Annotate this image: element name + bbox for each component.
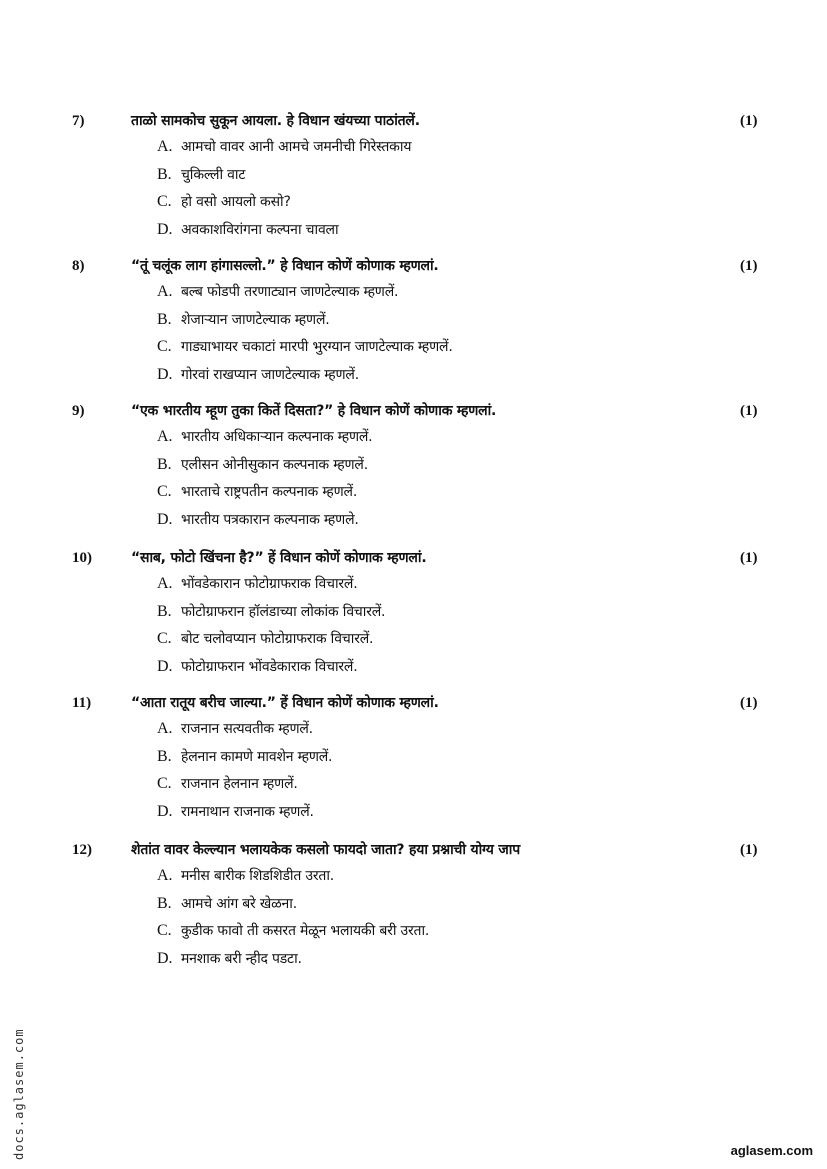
- option-c: [157, 627, 717, 655]
- option-text: बल्ब फोडपी तरणाट्यान जाणटेल्याक म्हणलें.: [181, 284, 399, 300]
- question-text: “साब, फोटो खिंचना है?” हें विधान कोणें कोणाक म्हणलां.: [131, 550, 427, 566]
- option-text: हो वसो आयलो कसो?: [181, 194, 291, 210]
- option-b: [157, 892, 717, 920]
- option-letter: A.: [157, 867, 173, 884]
- option-text: भारताचे राष्ट्रपतीन कल्पनाक म्हणलें.: [181, 484, 358, 500]
- option-text: एलीसन ओनीसुकान कल्पनाक म्हणलें.: [181, 456, 368, 473]
- option-text: चुकिल्ली वाट: [181, 166, 246, 183]
- question-text: “आता रातूय बरीच जाल्या.” हें विधान कोणें कोणाक म्हणलां.: [131, 695, 439, 711]
- option-text: फोटोग्राफरान भोंवडेकाराक विचारलें.: [181, 658, 358, 675]
- option-letter: C.: [157, 775, 172, 792]
- option-list: [157, 572, 717, 682]
- option-text: भोंवडेकारान फोटोग्राफराक विचारलें.: [181, 576, 358, 592]
- option-letter: A.: [157, 428, 173, 445]
- option-b: [157, 453, 717, 481]
- question-number: 11): [72, 695, 92, 711]
- question-number: 12): [72, 842, 92, 858]
- option-letter: B.: [157, 602, 172, 620]
- option-a: [157, 717, 717, 745]
- option-letter: A.: [157, 720, 173, 737]
- option-b: [157, 308, 717, 336]
- option-letter: B.: [157, 455, 172, 473]
- option-d: [157, 218, 717, 246]
- question-marks: (1): [740, 842, 758, 858]
- option-text: भारतीय अधिकाऱ्यान कल्पनाक म्हणलें.: [181, 429, 373, 445]
- question-text: ताळो सामकोच सुकून आयला. हे विधान खंयच्या पाठांतलें.: [131, 113, 420, 129]
- option-b: [157, 745, 717, 773]
- option-d: [157, 800, 717, 828]
- option-b: [157, 600, 717, 628]
- option-list: [157, 280, 717, 390]
- option-letter: A.: [157, 575, 173, 592]
- option-text: हेलनान कामणे मावशेन म्हणलें.: [181, 748, 333, 765]
- option-c: [157, 190, 717, 218]
- footer-brand-link[interactable]: aglasem.com: [730, 1143, 813, 1158]
- option-text: फोटोग्राफरान हॉलंडाच्या लोकांक विचारलें.: [181, 603, 386, 620]
- option-a: [157, 135, 717, 163]
- option-b: [157, 163, 717, 191]
- option-d: [157, 508, 717, 536]
- option-letter: D.: [157, 657, 173, 675]
- option-text: आमचो वावर आनी आमचे जमनीची गिरेस्तकाय: [181, 139, 412, 155]
- option-text: राजनान हेलनान म्हणलें.: [181, 776, 298, 792]
- option-text: गाड्याभायर चकाटां मारपी भुरग्यान जाणटेल्याक म्हणलें.: [181, 339, 453, 355]
- option-c: [157, 335, 717, 363]
- watermark-text: docs.aglasem.com: [12, 1028, 26, 1160]
- question-marks: (1): [740, 550, 758, 566]
- option-letter: D.: [157, 365, 173, 383]
- option-text: मनशाक बरी न्हीद पडटा.: [181, 950, 302, 967]
- question-marks: (1): [740, 695, 758, 711]
- option-text: राजनान सत्यवतीक म्हणलें.: [181, 721, 313, 737]
- option-d: [157, 363, 717, 391]
- option-text: अवकाशविरांगना कल्पना चावला: [181, 221, 339, 238]
- side-watermark: [12, 1000, 32, 1160]
- question-marks: (1): [740, 113, 758, 129]
- option-text: भारतीय पत्रकारान कल्पनाक म्हणले.: [181, 511, 359, 528]
- option-letter: C.: [157, 338, 172, 355]
- question-number: 8): [72, 258, 85, 274]
- question-text: “एक भारतीय म्हूण तुका कितें दिसता?” हे विधान कोणें कोणाक म्हणलां.: [131, 403, 497, 419]
- option-text: गोरवां राखप्यान जाणटेल्याक म्हणलें.: [181, 366, 359, 383]
- option-c: [157, 919, 717, 947]
- question-text: “तूं चलूंक लाग हांगासल्लो.” हे विधान कोणें कोणाक म्हणलां.: [131, 258, 439, 274]
- question-marks: (1): [740, 258, 758, 274]
- option-d: [157, 655, 717, 683]
- option-letter: B.: [157, 165, 172, 183]
- option-letter: B.: [157, 310, 172, 328]
- question-number: 9): [72, 403, 85, 419]
- option-text: कुडीक फावो ती कसरत मेळून भलायकी बरी उरता.: [181, 923, 430, 939]
- option-list: [157, 135, 717, 245]
- option-letter: B.: [157, 894, 172, 912]
- option-letter: D.: [157, 802, 173, 820]
- option-a: [157, 864, 717, 892]
- option-letter: D.: [157, 220, 173, 238]
- option-c: [157, 772, 717, 800]
- option-a: [157, 425, 717, 453]
- option-d: [157, 947, 717, 975]
- question-marks: (1): [740, 403, 758, 419]
- option-c: [157, 480, 717, 508]
- option-letter: A.: [157, 283, 173, 300]
- option-text: बोट चलोवप्यान फोटोग्राफराक विचारलें.: [181, 631, 374, 647]
- option-a: [157, 572, 717, 600]
- question-text: शेतांत वावर केल्ल्यान भलायकेक कसलो फायदो जाता? हया प्रश्नाची योग्य जाप: [131, 842, 520, 858]
- option-text: शेजाऱ्यान जाणटेल्याक म्हणलें.: [181, 311, 330, 328]
- question-number: 7): [72, 113, 85, 129]
- option-letter: A.: [157, 138, 173, 155]
- question-number: 10): [72, 550, 92, 566]
- option-text: आमचे आंग बरे खेळना.: [181, 895, 297, 912]
- option-text: रामनाथान राजनाक म्हणलें.: [181, 803, 314, 820]
- option-a: [157, 280, 717, 308]
- option-letter: C.: [157, 193, 172, 210]
- option-letter: C.: [157, 630, 172, 647]
- option-letter: C.: [157, 922, 172, 939]
- option-list: [157, 864, 717, 974]
- option-letter: C.: [157, 483, 172, 500]
- option-letter: D.: [157, 949, 173, 967]
- option-letter: B.: [157, 747, 172, 765]
- option-letter: D.: [157, 510, 173, 528]
- option-list: [157, 717, 717, 827]
- option-list: [157, 425, 717, 535]
- option-text: मनीस बारीक शिडशिडीत उरता.: [181, 868, 335, 884]
